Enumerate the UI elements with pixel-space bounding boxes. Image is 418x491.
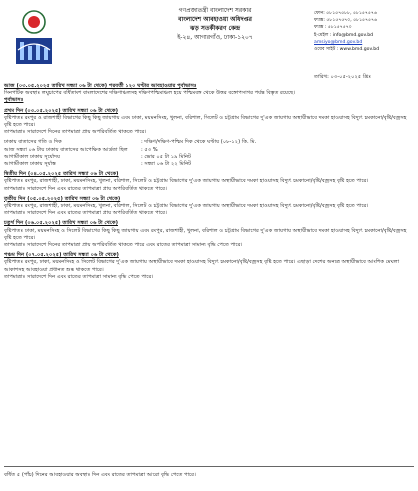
- day2-temperature: তাপমাত্রাঃ সারাদেশে দিন এবং রাতের তাপমাত্রা প্রায় অপরিবর্তিত থাকতে পারে।: [4, 185, 167, 192]
- extended-outlook: বর্ধিত ৫ (পাঁচ) দিনের আবহাওয়ার অবস্থাঃ দিন এবং রাতের তাপমাত্রা আরো বৃদ্ধি পেতে পারে।: [4, 472, 196, 478]
- day5-temperature: তাপমাত্রাঃ সারাদেশে দিন এবং রাতের তাপমাত্রা সামান্য বৃদ্ধি পেতে পারে।: [4, 273, 154, 280]
- day4-title: চতুর্থ দিন (০৬.০৫.২০২৫) তারিখ সন্ধ্যা ০৬ টা থেকে): [4, 220, 118, 227]
- bulletin-body: [4, 83, 414, 281]
- day2-rain: বৃষ্টিপাতঃ রংপুর, রাজশাহী, ঢাকা, ময়মনসিংহ, খুলনা, বরিশাল, সিলেট ও চট্টগ্রাম বিভাগের দু'এক জায়গায় অস্থায়ীভাবে দমকা হাওয়াসহ বিদ্যুৎ চমকানো/বৃষ্টি/বজ্রসহ বৃষ্টি হতে পারে।: [4, 178, 369, 185]
- day1-rain: বৃষ্টিপাতঃ রংপুর ও রাজশাহী বিভাগের কিছু কিছু জায়গায় এবং ঢাকা, ময়মনসিংহ, খুলনা, বরিশাল, সিলেট ও চট্টগ্রাম বিভাগের দু'এক জায়গায় অস্থায়ীভাবে দমকা হাওয়াসহ বিদ্যুৎ চমকানো/বৃষ্টি/বজ্রসহ বৃষ্টি হতে পারে।: [4, 114, 407, 129]
- stat-row: আজ সন্ধ্যা ০৬ টায় ঢাকায় বাতাসের আপেক্ষিক আর্দ্রতা ছিল : ৫৩ %: [4, 146, 158, 153]
- contact-block: [314, 10, 416, 53]
- centre-name: ঝড় সতর্কীকরণ কেন্দ্র: [190, 25, 240, 32]
- stat-row: ঢাকায় বাতাসের গতি ও দিক : দক্ষিণ/দক্ষিণ-পশ্চিম দিক থেকে ঘণ্টায় (০৮-১২) কি. মি.: [4, 139, 257, 146]
- bmd-logo-icon: [10, 8, 58, 68]
- phone-line: ফোন: ৫৮১৫৭৫৮৮, ৫৮১৫৭৫৭৬: [314, 11, 377, 16]
- day2-title: দ্বিতীয় দিন (০৪.০৫.২০২৫ তারিখ সন্ধ্যা ০৬ টা থেকে): [4, 171, 119, 178]
- phone-line-2: ফ্যাক্স: ৫৮১৫৭৫৭০, ৫৮১৫৭৫৭৬: [314, 18, 378, 24]
- day4-temperature: তাপমাত্রাঃ সারাদেশে দিনের তাপমাত্রা প্রায় অপরিবর্তিত থাকতে পারে এবং রাতের তাপমাত্রা সামান্য বৃদ্ধি পেতে পারে।: [4, 242, 243, 249]
- bulletin-date: তারিখ: ০৩-০৫-২০২৫ খ্রিঃ: [314, 74, 372, 80]
- stat-row: আগামীকাল ঢাকায় সূর্যোদয় : ভোর ০৫ টা ১৯ মিনিট: [4, 153, 191, 160]
- forecast-headline: আজ (০৩.০৫.২০২৫ তারিখ সন্ধ্যা ০৬ টা থেকে) পরবর্তী ১২০ ঘণ্টার আবহাওয়ার পূর্বাভাসঃ: [4, 83, 197, 89]
- day5-rain: বৃষ্টিপাতঃ রংপুর, ঢাকা, ময়মনসিংহ ও সিলেট বিভাগের দু'এক জায়গায় অস্থায়ীভাবে দমকা হাওয়াসহ বিদ্যুৎ চমকানো/বৃষ্টি/বজ্রসহ বৃষ্টি হতে পারে। এছাড়া দেশের অন্যত্র অস্থায়ীভাবে আংশিক মেঘলা আকাশসহ আবহাওয়া প্রধানত শুষ্ক থাকতে পারে।: [4, 259, 400, 273]
- day5-title: পঞ্চম দিন (০৭.০৫.২০২৫) তারিখ সন্ধ্যা ০৬ টা থেকে): [4, 252, 119, 259]
- fax-line: ফ্যাক্স : ৫৮১৫৭৫৭০: [314, 25, 352, 31]
- forecast-label: পূর্বাভাসঃ: [4, 97, 24, 104]
- footer-divider: [4, 466, 414, 467]
- day3-title: তৃতীয় দিন (০৫.০৫.২০২৫) তারিখ সন্ধ্যা ০৬ টা থেকে): [4, 195, 121, 202]
- letterhead: [100, 6, 330, 42]
- govt-name: গণপ্রজাতন্ত্রী বাংলাদেশ সরকার: [178, 7, 252, 14]
- day1-title: প্রথম দিন (০৩.০৫.২০২৫) তারিখ সন্ধ্যা ০৬ টা থেকে): [4, 107, 119, 114]
- day3-temperature: তাপমাত্রাঃ সারাদেশে দিন এবং রাতের তাপমাত্রা প্রায় অপরিবর্তিত থাকতে পারে।: [4, 210, 167, 217]
- office-address: ই-২৪, আগারগাঁও, ঢাকা-১২০৭: [177, 34, 253, 41]
- day3-rain: বৃষ্টিপাতঃ রংপুর, রাজশাহী, ঢাকা, ময়মনসিংহ, খুলনা, বরিশাল, সিলেট ও চট্টগ্রাম বিভাগের দু'এক জায়গায় অস্থায়ীভাবে দমকা হাওয়াসহ বিদ্যুৎ চমকানো/বৃষ্টি/বজ্রসহ বৃষ্টি হতে পারে।: [4, 203, 369, 210]
- department-name: বাংলাদেশ আবহাওয়া অধিদপ্তর: [178, 16, 252, 23]
- email-line[interactable]: ই-মেইল : info@bmd.gov.bd: [314, 32, 374, 38]
- email-line-2[interactable]: amsiyo@bmd.gov.bd: [314, 39, 363, 45]
- day1-temperature: তাপমাত্রাঃ সারাদেশে দিনের তাপমাত্রা প্রায় অপরিবর্তিত থাকতে পারে।: [4, 129, 147, 136]
- website-line[interactable]: ওয়েব সাইট : www.bmd.gov.bd: [314, 47, 380, 53]
- synoptic-situation: সিনপটিক অবস্থাঃ লঘুচাপের বর্ধিতাংশ বাংলাদেশের দক্ষিণাঞ্চলসহ দক্ষিণপশ্চিমাঞ্চল হয়ে পশ্চিমবঙ্গ থেকে উত্তর বঙ্গোপসাগর পর্যন্ত বিস্তৃত রয়েছে।: [4, 90, 296, 97]
- day4-rain: বৃষ্টিপাতঃ ঢাকা, ময়মনসিংহ ও সিলেট বিভাগের কিছু কিছু জায়গায় এবং রংপুর, রাজশাহী, খুলনা, বরিশাল ও চট্টগ্রাম বিভাগের দু'এক জায়গায় অস্থায়ীভাবে দমকা হাওয়াসহ বিদ্যুৎ চমকানো/বৃষ্টি/বজ্রসহ বৃষ্টি হতে পারে।: [4, 227, 407, 241]
- stat-row: আগামীকাল ঢাকায় সূর্যাস্ত : সন্ধ্যা ০৬ টা ২২ মিনিট: [4, 161, 192, 168]
